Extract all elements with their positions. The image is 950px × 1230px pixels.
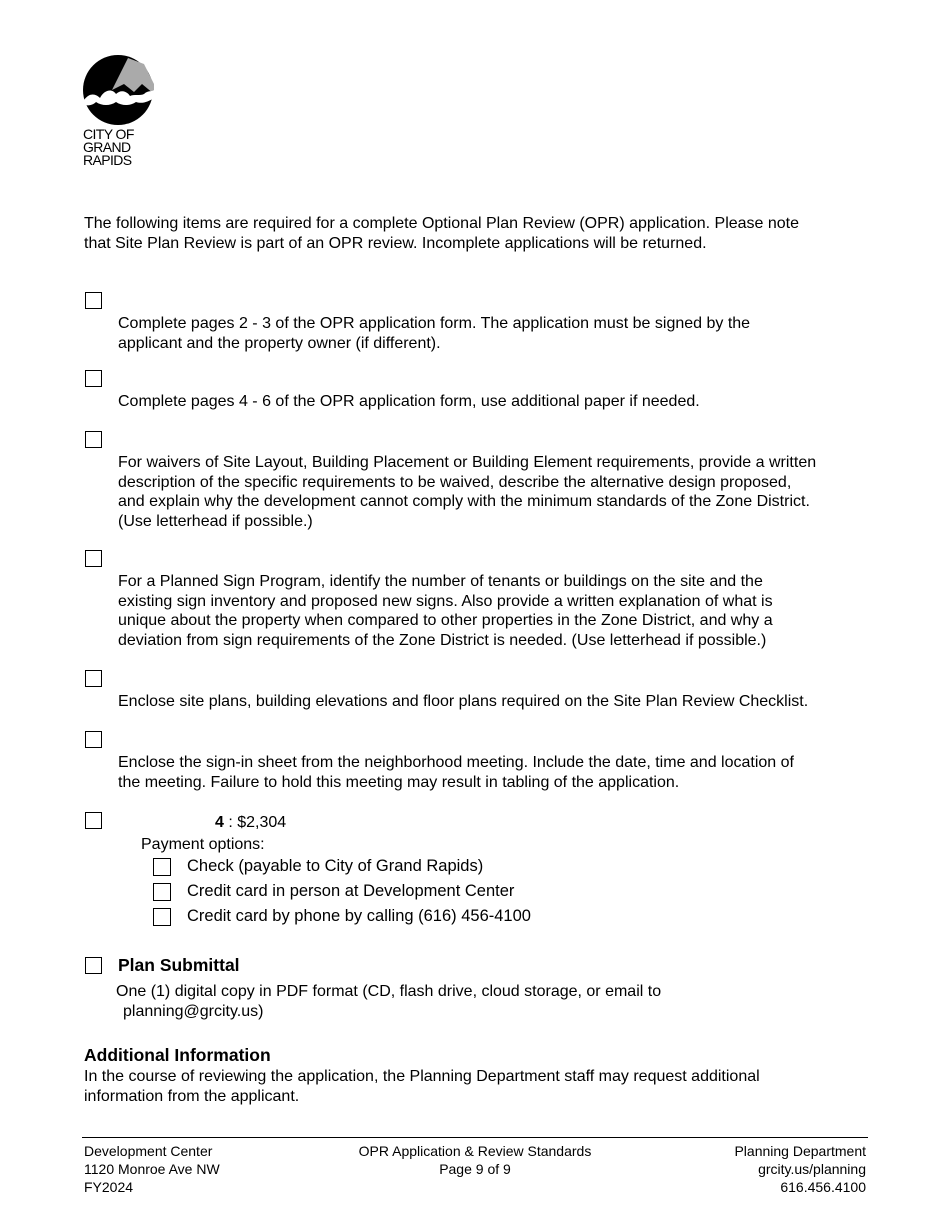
fee-amount: : $2,304 — [223, 814, 287, 831]
additional-info-line-1: In the course of reviewing the application, the Planning Department staff may request additional — [84, 1068, 760, 1085]
payment-options-label: Payment options: — [141, 836, 265, 853]
item-2-checkbox[interactable] — [85, 370, 102, 387]
item-3-text — [118, 453, 816, 531]
item-4-line-2: existing sign inventory and proposed new signs. Also provide a written explanation of what is — [118, 592, 773, 610]
item-4-checkbox[interactable] — [85, 550, 102, 567]
item-4-line-1: For a Planned Sign Program, identify the number of tenants or buildings on the site and the — [118, 573, 763, 590]
intro-line-1: The following items are required for a complete Optional Plan Review (OPR) application. Please note — [84, 215, 800, 232]
item-1-line-2: applicant and the property owner (if different). — [118, 334, 441, 352]
city-logo — [82, 54, 158, 172]
footer-divider — [82, 1137, 868, 1138]
item-2-line-1: Complete pages 4 - 6 of the OPR application form, use additional paper if needed. — [118, 393, 700, 410]
logo-line-1: CITY OF — [83, 126, 134, 142]
fee-checkbox[interactable] — [85, 812, 102, 829]
item-3-line-2: description of the specific requirements to be waived, describe the alternative design proposed, — [118, 473, 792, 491]
item-4-line-4: deviation from sign requirements of the Zone District is needed. (Use letterhead if possible.) — [118, 631, 767, 649]
payment-check-label: Check (payable to City of Grand Rapids) — [187, 857, 484, 875]
payment-card-phone-label: Credit card by phone by calling (616) 456-4100 — [187, 907, 531, 925]
footer-left — [84, 1142, 220, 1196]
fee-number: 4 — [215, 814, 224, 831]
item-3-line-4: (Use letterhead if possible.) — [118, 512, 313, 530]
fee-line — [215, 813, 286, 833]
footer-left-line-2: 1120 Monroe Ave NW — [84, 1161, 220, 1177]
item-1-text — [118, 314, 750, 353]
item-6-line-2: the meeting. Failure to hold this meeting may result in tabling of the application. — [118, 773, 680, 791]
item-6-checkbox[interactable] — [85, 731, 102, 748]
item-4-line-3: unique about the property when compared to other properties in the Zone District, and why a — [118, 612, 773, 629]
logo-line-3: RAPIDS — [83, 152, 132, 168]
item-4-text — [118, 572, 773, 650]
payment-card-phone-checkbox[interactable] — [153, 908, 171, 926]
city-logo-emblem — [82, 54, 156, 126]
additional-info-line-2: information from the applicant. — [84, 1087, 300, 1105]
item-3-line-3: and explain why the development cannot comply with the minimum standards of the Zone District. — [118, 493, 810, 510]
footer-right — [666, 1142, 866, 1196]
plan-submittal-text — [116, 982, 661, 1021]
item-1-checkbox[interactable] — [85, 292, 102, 309]
footer-center-line-1: OPR Application & Review Standards — [358, 1143, 592, 1159]
footer-left-line-3: FY2024 — [84, 1179, 134, 1195]
item-6-line-1: Enclose the sign-in sheet from the neighborhood meeting. Include the date, time and location of — [118, 754, 794, 771]
plan-submittal-line-2: planning@grcity.us) — [123, 1002, 264, 1020]
item-5-checkbox[interactable] — [85, 670, 102, 687]
item-5-line-1: Enclose site plans, building elevations and floor plans required on the Site Plan Review Checklist. — [118, 693, 809, 710]
plan-submittal-line-1: One (1) digital copy in PDF format (CD, flash drive, cloud storage, or email to — [116, 983, 662, 1000]
additional-info-text — [84, 1067, 760, 1106]
intro-line-2: that Site Plan Review is part of an OPR review. Incomplete applications will be returned. — [84, 234, 707, 252]
additional-info-heading: Additional Information — [84, 1045, 271, 1065]
item-3-line-1: For waivers of Site Layout, Building Placement or Building Element requirements, provide a written — [118, 454, 817, 471]
footer-center — [330, 1142, 620, 1178]
item-6-text — [118, 753, 794, 792]
item-5-text — [118, 692, 808, 712]
payment-card-in-person-checkbox[interactable] — [153, 883, 171, 901]
plan-submittal-heading: Plan Submittal — [118, 955, 240, 975]
item-1-line-1: Complete pages 2 - 3 of the OPR application form. The application must be signed by the — [118, 315, 751, 332]
footer-right-line-2: grcity.us/planning — [758, 1161, 866, 1177]
item-3-checkbox[interactable] — [85, 431, 102, 448]
footer-right-line-3: 616.456.4100 — [780, 1179, 866, 1195]
footer-right-line-1: Planning Department — [734, 1143, 866, 1159]
plan-submittal-checkbox[interactable] — [85, 957, 102, 974]
footer-left-line-1: Development Center — [84, 1143, 213, 1159]
logo-line-2: GRAND — [83, 139, 131, 155]
payment-check-checkbox[interactable] — [153, 858, 171, 876]
item-2-text — [118, 392, 700, 412]
payment-card-in-person-label: Credit card in person at Development Center — [187, 882, 515, 900]
footer-center-line-2: Page 9 of 9 — [439, 1161, 511, 1177]
intro-paragraph — [84, 214, 799, 253]
